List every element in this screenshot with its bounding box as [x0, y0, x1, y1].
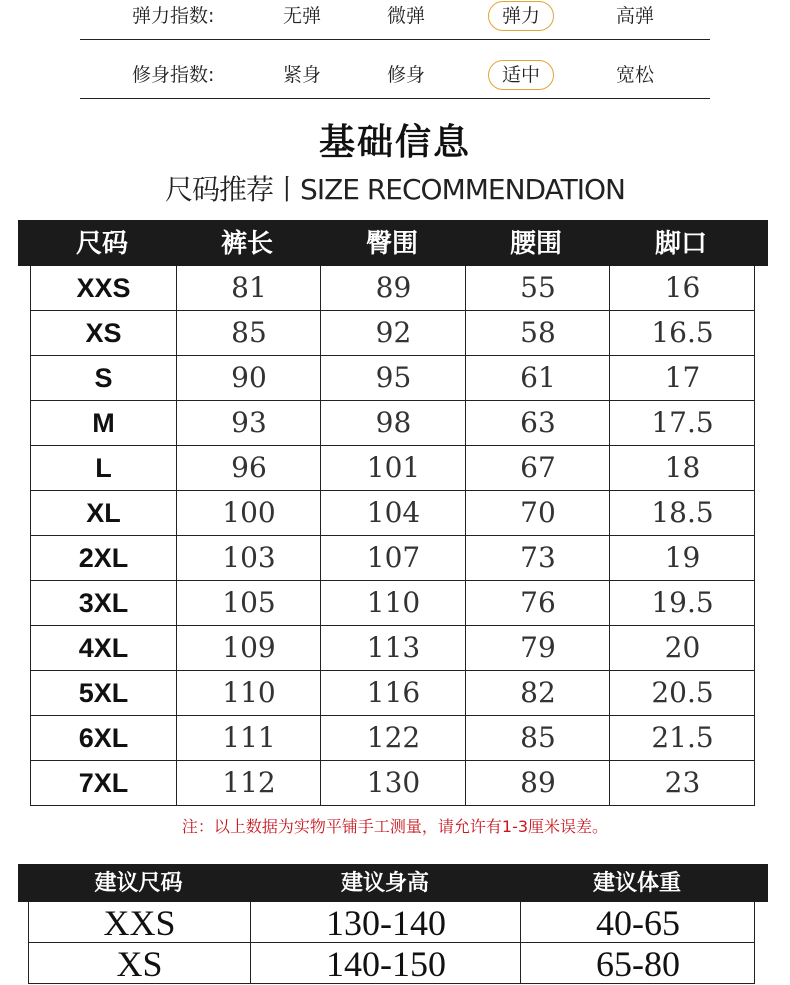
cell-hip: 98: [320, 401, 466, 445]
cell-waist: 79: [465, 626, 610, 670]
table-row: [29, 943, 754, 984]
table-row: [31, 356, 754, 401]
cell-hip: 110: [320, 581, 466, 625]
cell-waist: 89: [465, 761, 610, 805]
header-rec-height: 建议身高: [340, 871, 429, 896]
cell-length: 105: [176, 581, 321, 625]
cell-size: 4XL: [78, 633, 129, 663]
cell-length: 110: [176, 671, 321, 715]
header-rec-size: 建议尺码: [94, 871, 183, 896]
table-row: [31, 716, 754, 761]
cell-length: 100: [176, 491, 321, 535]
cell-waist: 82: [465, 671, 610, 715]
cell-length: 90: [176, 356, 321, 400]
cell-hip: 116: [320, 671, 466, 715]
header-size: 尺码: [75, 229, 128, 259]
table-row: [31, 446, 754, 491]
cell-waist: 85: [465, 716, 610, 760]
cell-size: XS: [85, 318, 122, 348]
cell-length: 96: [176, 446, 321, 490]
size-table-body: [30, 266, 755, 806]
cell-length: 81: [176, 266, 321, 310]
header-rec-weight: 建议体重: [592, 871, 681, 896]
table-row: [29, 902, 754, 943]
cell-hem: 16.5: [609, 311, 755, 355]
fit-option-tight: 紧身: [282, 64, 321, 86]
cell-hem: 19: [609, 536, 755, 580]
header-hip: 臀围: [365, 229, 418, 259]
header-waist: 腰围: [509, 229, 562, 259]
recommend-table-body: [28, 902, 755, 984]
cell-hip: 101: [320, 446, 466, 490]
cell-size: 3XL: [78, 588, 129, 618]
cell-length: 103: [176, 536, 321, 580]
section-title: 基础信息: [318, 122, 471, 163]
cell-hip: 104: [320, 491, 466, 535]
cell-hem: 21.5: [609, 716, 755, 760]
elastic-index-row: [80, 1, 710, 40]
table-row: [31, 626, 754, 671]
cell-hem: 18: [609, 446, 755, 490]
recommend-table-header: [18, 864, 768, 902]
fit-option-loose: 宽松: [615, 64, 654, 86]
cell-waist: 55: [465, 266, 610, 310]
cell-length: 112: [176, 761, 321, 805]
table-row: [31, 401, 754, 446]
fit-index-label: 修身指数:: [132, 64, 215, 86]
cell-rec-size: XS: [116, 944, 163, 984]
header-length: 裤长: [220, 229, 273, 259]
cell-size: M: [92, 408, 115, 438]
cell-size: S: [94, 363, 113, 393]
cell-hem: 17.5: [609, 401, 755, 445]
cell-size: 6XL: [78, 723, 129, 753]
cell-length: 93: [176, 401, 321, 445]
fit-index-row: [80, 60, 710, 99]
cell-hip: 92: [320, 311, 466, 355]
elastic-option-slight: 微弹: [386, 5, 425, 27]
cell-hip: 89: [320, 266, 466, 310]
cell-hem: 23: [609, 761, 755, 805]
table-row: [31, 491, 754, 536]
cell-size: 5XL: [78, 678, 129, 708]
elastic-index-label: 弹力指数:: [132, 5, 215, 27]
cell-rec-height: 130-140: [250, 902, 521, 942]
cell-hip: 122: [320, 716, 466, 760]
cell-rec-weight: 65-80: [520, 943, 755, 983]
cell-rec-weight: 40-65: [520, 902, 755, 942]
table-row: [31, 311, 754, 356]
cell-waist: 63: [465, 401, 610, 445]
cell-length: 111: [176, 716, 321, 760]
cell-rec-size: XXS: [103, 903, 176, 943]
size-table: [18, 220, 768, 799]
table-row: [31, 671, 754, 716]
cell-length: 85: [176, 311, 321, 355]
cell-size: 2XL: [78, 543, 129, 573]
cell-hip: 107: [320, 536, 466, 580]
cell-size: L: [95, 453, 112, 483]
section-subtitle: 尺码推荐丨SIZE RECOMMENDATION: [165, 173, 625, 206]
cell-hem: 20.5: [609, 671, 755, 715]
elastic-option-selected: 弹力: [488, 1, 554, 31]
cell-hip: 95: [320, 356, 466, 400]
cell-waist: 67: [465, 446, 610, 490]
recommend-table: [18, 864, 768, 984]
table-row: [31, 761, 754, 806]
table-row: [31, 581, 754, 626]
fit-option-slim: 修身: [386, 64, 425, 86]
cell-hip: 113: [320, 626, 466, 670]
header-hem: 脚口: [654, 229, 707, 259]
cell-waist: 73: [465, 536, 610, 580]
cell-hem: 18.5: [609, 491, 755, 535]
cell-hem: 16: [609, 266, 755, 310]
cell-rec-height: 140-150: [250, 943, 521, 983]
size-table-header: [18, 220, 768, 266]
cell-length: 109: [176, 626, 321, 670]
cell-waist: 76: [465, 581, 610, 625]
table-row: [31, 536, 754, 581]
cell-hem: 17: [609, 356, 755, 400]
cell-hem: 19.5: [609, 581, 755, 625]
cell-waist: 61: [465, 356, 610, 400]
cell-waist: 58: [465, 311, 610, 355]
cell-waist: 70: [465, 491, 610, 535]
table-row: [31, 266, 754, 311]
fit-option-selected: 适中: [488, 60, 554, 90]
cell-size: XXS: [76, 273, 131, 303]
cell-size: XL: [86, 498, 121, 528]
cell-hip: 130: [320, 761, 466, 805]
elastic-option-none: 无弹: [282, 5, 321, 27]
cell-size: 7XL: [78, 768, 129, 798]
measurement-note: 注：以上数据为实物平铺手工测量，请允许有1-3厘米误差。: [181, 817, 609, 836]
cell-hem: 20: [609, 626, 755, 670]
elastic-option-high: 高弹: [615, 5, 654, 27]
